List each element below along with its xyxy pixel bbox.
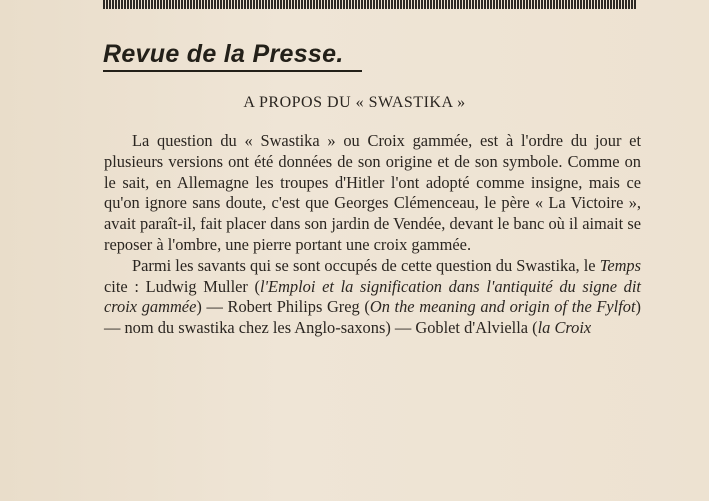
cited-work-title: l'Emploi et la signification dans l'antiquité du signe dit croix gammée [104,276,641,317]
paragraph-2 [104,256,641,339]
paragraph-2-text: Parmi les savants qui se sont occupés de cette question du Swastika, le [132,255,600,275]
section-title: Revue de la Presse. [103,40,344,68]
paragraph-2-text: ) — Robert Philips Greg ( [196,297,370,317]
paragraph-1: La question du « Swastika » ou Croix gammée, est à l'ordre du jour et plusieurs versions ont été données de son origine et de son symbole. Comme on le sait, en Allemagne les troupes d'Hitler l'ont adopté comme insigne, mais ce qu'on ignore sans doute, c'est que Georges Clémenceau, le père « La Victoire », avait paraît-il, fait placer dans son jardin de Vendée, devant le banc où il aimait se reposer à l'ombre, une pierre portant une croix gammée. [104,131,641,254]
paragraph-2-text: ) — nom du swastika chez les Anglo-saxons) — Goblet d'Alviella ( [104,297,642,338]
cited-work-title: la Croix [537,318,592,338]
article-body [104,131,641,339]
article-heading: A PROPOS DU « SWASTIKA » [243,94,466,111]
newspaper-title: Temps [599,255,641,275]
paragraph-2-text: cite : Ludwig Muller ( [104,276,260,296]
cited-work-title: On the meaning and origin of the Fylfot [369,297,636,317]
title-underline [103,70,362,72]
header-rule [103,0,636,9]
